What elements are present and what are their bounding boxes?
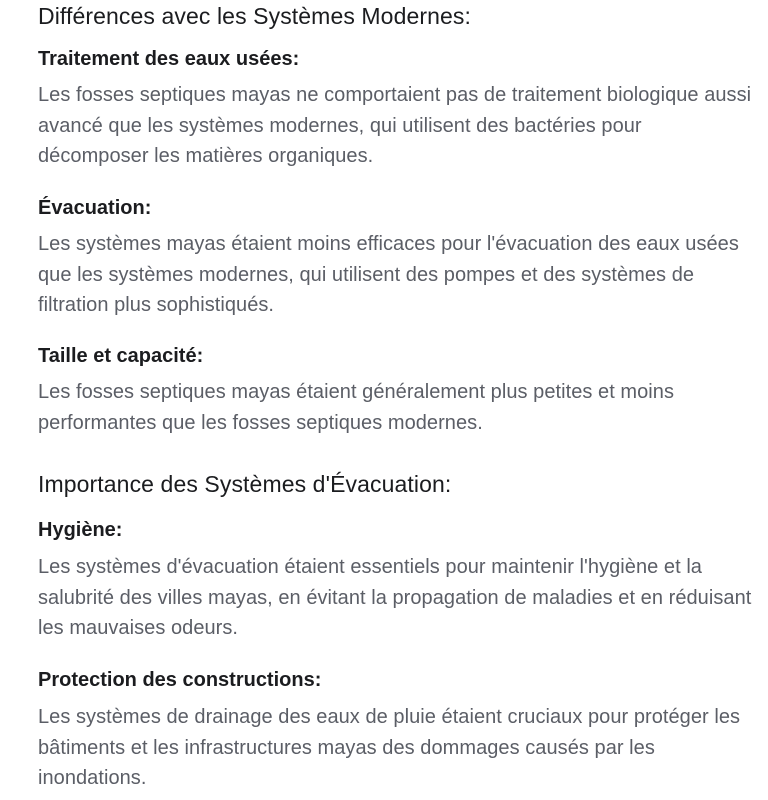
subheading-taille: Taille et capacité: — [38, 345, 204, 367]
section-title-importance: Importance des Systèmes d'Évacuation: — [38, 471, 452, 497]
subheading-hygiene: Hygiène: — [38, 519, 123, 541]
subheading-evacuation: Évacuation: — [38, 197, 152, 219]
subheading-traitement: Traitement des eaux usées: — [38, 48, 300, 70]
paragraph-protection: Les systèmes de drainage des eaux de pluie étaient cruciaux pour protéger les bâtiments et les infrastructures mayas des dommages causés par les inondations. — [38, 706, 741, 789]
section-title-differences: Différences avec les Systèmes Modernes: — [38, 3, 471, 29]
paragraph-taille: Les fosses septiques mayas étaient généralement plus petites et moins performantes que les fosses septiques modernes. — [38, 381, 675, 434]
paragraph-evacuation: Les systèmes mayas étaient moins efficaces pour l'évacuation des eaux usées que les systèmes modernes, qui utilisent des pompes et des systèmes de filtration plus sophistiqués. — [38, 233, 739, 316]
paragraph-traitement: Les fosses septiques mayas ne comportaient pas de traitement biologique aussi avancé que les systèmes modernes, qui utilisent des bactéries pour décomposer les matières organiques. — [38, 84, 752, 167]
paragraph-hygiene: Les systèmes d'évacuation étaient essentiels pour maintenir l'hygiène et la salubrité des villes mayas, en évitant la propagation de maladies et en réduisant les mauvaises odeurs. — [38, 556, 752, 639]
subheading-protection: Protection des constructions: — [38, 669, 322, 691]
